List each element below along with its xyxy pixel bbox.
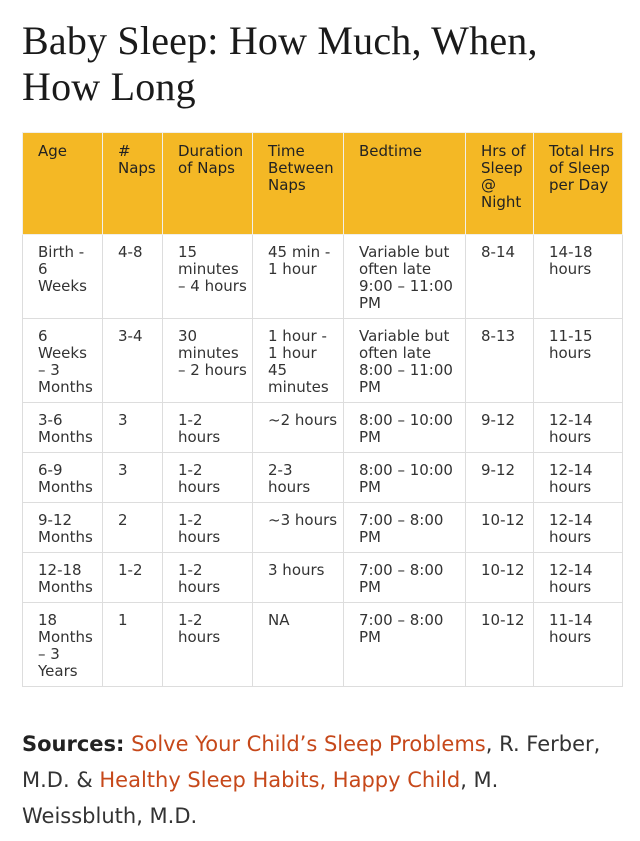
cell-naps: 3 (103, 453, 163, 503)
table-row (23, 453, 623, 503)
cell-age: 9-12 Months (23, 503, 103, 553)
cell-time-between: ~3 hours (253, 503, 344, 553)
table-row (23, 603, 623, 687)
sources-label: Sources: (22, 732, 125, 756)
column-header-age: Age (23, 133, 103, 235)
sleep-table (22, 132, 623, 687)
cell-total-hours: 12-14 hours (534, 553, 623, 603)
sources-note (22, 726, 622, 834)
source-author-ferber: , R. Ferber, M.D. & (22, 732, 601, 792)
cell-age: 6 Weeks – 3 Months (23, 319, 103, 403)
table-row (23, 553, 623, 603)
column-header-naps: # Naps (103, 133, 163, 235)
cell-naps: 4-8 (103, 235, 163, 319)
cell-age: Birth - 6 Weeks (23, 235, 103, 319)
cell-duration: 1-2 hours (163, 403, 253, 453)
page-title: Baby Sleep: How Much, When, How Long (22, 18, 538, 109)
column-header-time-between: Time Between Naps (253, 133, 344, 235)
cell-bedtime: 7:00 – 8:00 PM (344, 553, 466, 603)
cell-bedtime: 8:00 – 10:00 PM (344, 453, 466, 503)
column-header-bedtime: Bedtime (344, 133, 466, 235)
cell-time-between: 1 hour - 1 hour 45 minutes (253, 319, 344, 403)
cell-duration: 15 minutes – 4 hours (163, 235, 253, 319)
cell-bedtime: 8:00 – 10:00 PM (344, 403, 466, 453)
cell-duration: 1-2 hours (163, 453, 253, 503)
table-row (23, 403, 623, 453)
column-header-night-hours: Hrs of Sleep @ Night (466, 133, 534, 235)
cell-naps: 3-4 (103, 319, 163, 403)
cell-bedtime: 7:00 – 8:00 PM (344, 603, 466, 687)
cell-total-hours: 12-14 hours (534, 403, 623, 453)
cell-total-hours: 12-14 hours (534, 453, 623, 503)
cell-bedtime: Variable but often late 9:00 – 11:00 PM (344, 235, 466, 319)
cell-naps: 2 (103, 503, 163, 553)
column-header-duration: Duration of Naps (163, 133, 253, 235)
cell-duration: 1-2 hours (163, 553, 253, 603)
cell-duration: 1-2 hours (163, 503, 253, 553)
cell-night-hours: 10-12 (466, 553, 534, 603)
cell-naps: 1-2 (103, 553, 163, 603)
cell-total-hours: 14-18 hours (534, 235, 623, 319)
table-row (23, 503, 623, 553)
cell-total-hours: 11-15 hours (534, 319, 623, 403)
cell-time-between: ~2 hours (253, 403, 344, 453)
cell-naps: 3 (103, 403, 163, 453)
cell-age: 18 Months – 3 Years (23, 603, 103, 687)
cell-time-between: NA (253, 603, 344, 687)
table-row (23, 319, 623, 403)
cell-bedtime: Variable but often late 8:00 – 11:00 PM (344, 319, 466, 403)
cell-night-hours: 8-14 (466, 235, 534, 319)
source-link-ferber-book[interactable]: Solve Your Child’s Sleep Problems (131, 732, 486, 756)
cell-total-hours: 12-14 hours (534, 503, 623, 553)
cell-age: 6-9 Months (23, 453, 103, 503)
cell-duration: 30 minutes – 2 hours (163, 319, 253, 403)
cell-age: 3-6 Months (23, 403, 103, 453)
cell-total-hours: 11-14 hours (534, 603, 623, 687)
cell-night-hours: 8-13 (466, 319, 534, 403)
cell-night-hours: 10-12 (466, 603, 534, 687)
cell-night-hours: 9-12 (466, 403, 534, 453)
cell-age: 12-18 Months (23, 553, 103, 603)
cell-time-between: 3 hours (253, 553, 344, 603)
cell-time-between: 45 min - 1 hour (253, 235, 344, 319)
table-header-row (23, 133, 623, 235)
cell-naps: 1 (103, 603, 163, 687)
cell-night-hours: 9-12 (466, 453, 534, 503)
cell-duration: 1-2 hours (163, 603, 253, 687)
table-row (23, 235, 623, 319)
cell-night-hours: 10-12 (466, 503, 534, 553)
cell-bedtime: 7:00 – 8:00 PM (344, 503, 466, 553)
source-author-weissbluth: , M. Weissbluth, M.D. (22, 768, 499, 828)
source-link-weissbluth-book[interactable]: Healthy Sleep Habits, Happy Child (99, 768, 461, 792)
column-header-total-hours: Total Hrs of Sleep per Day (534, 133, 623, 235)
cell-time-between: 2-3 hours (253, 453, 344, 503)
